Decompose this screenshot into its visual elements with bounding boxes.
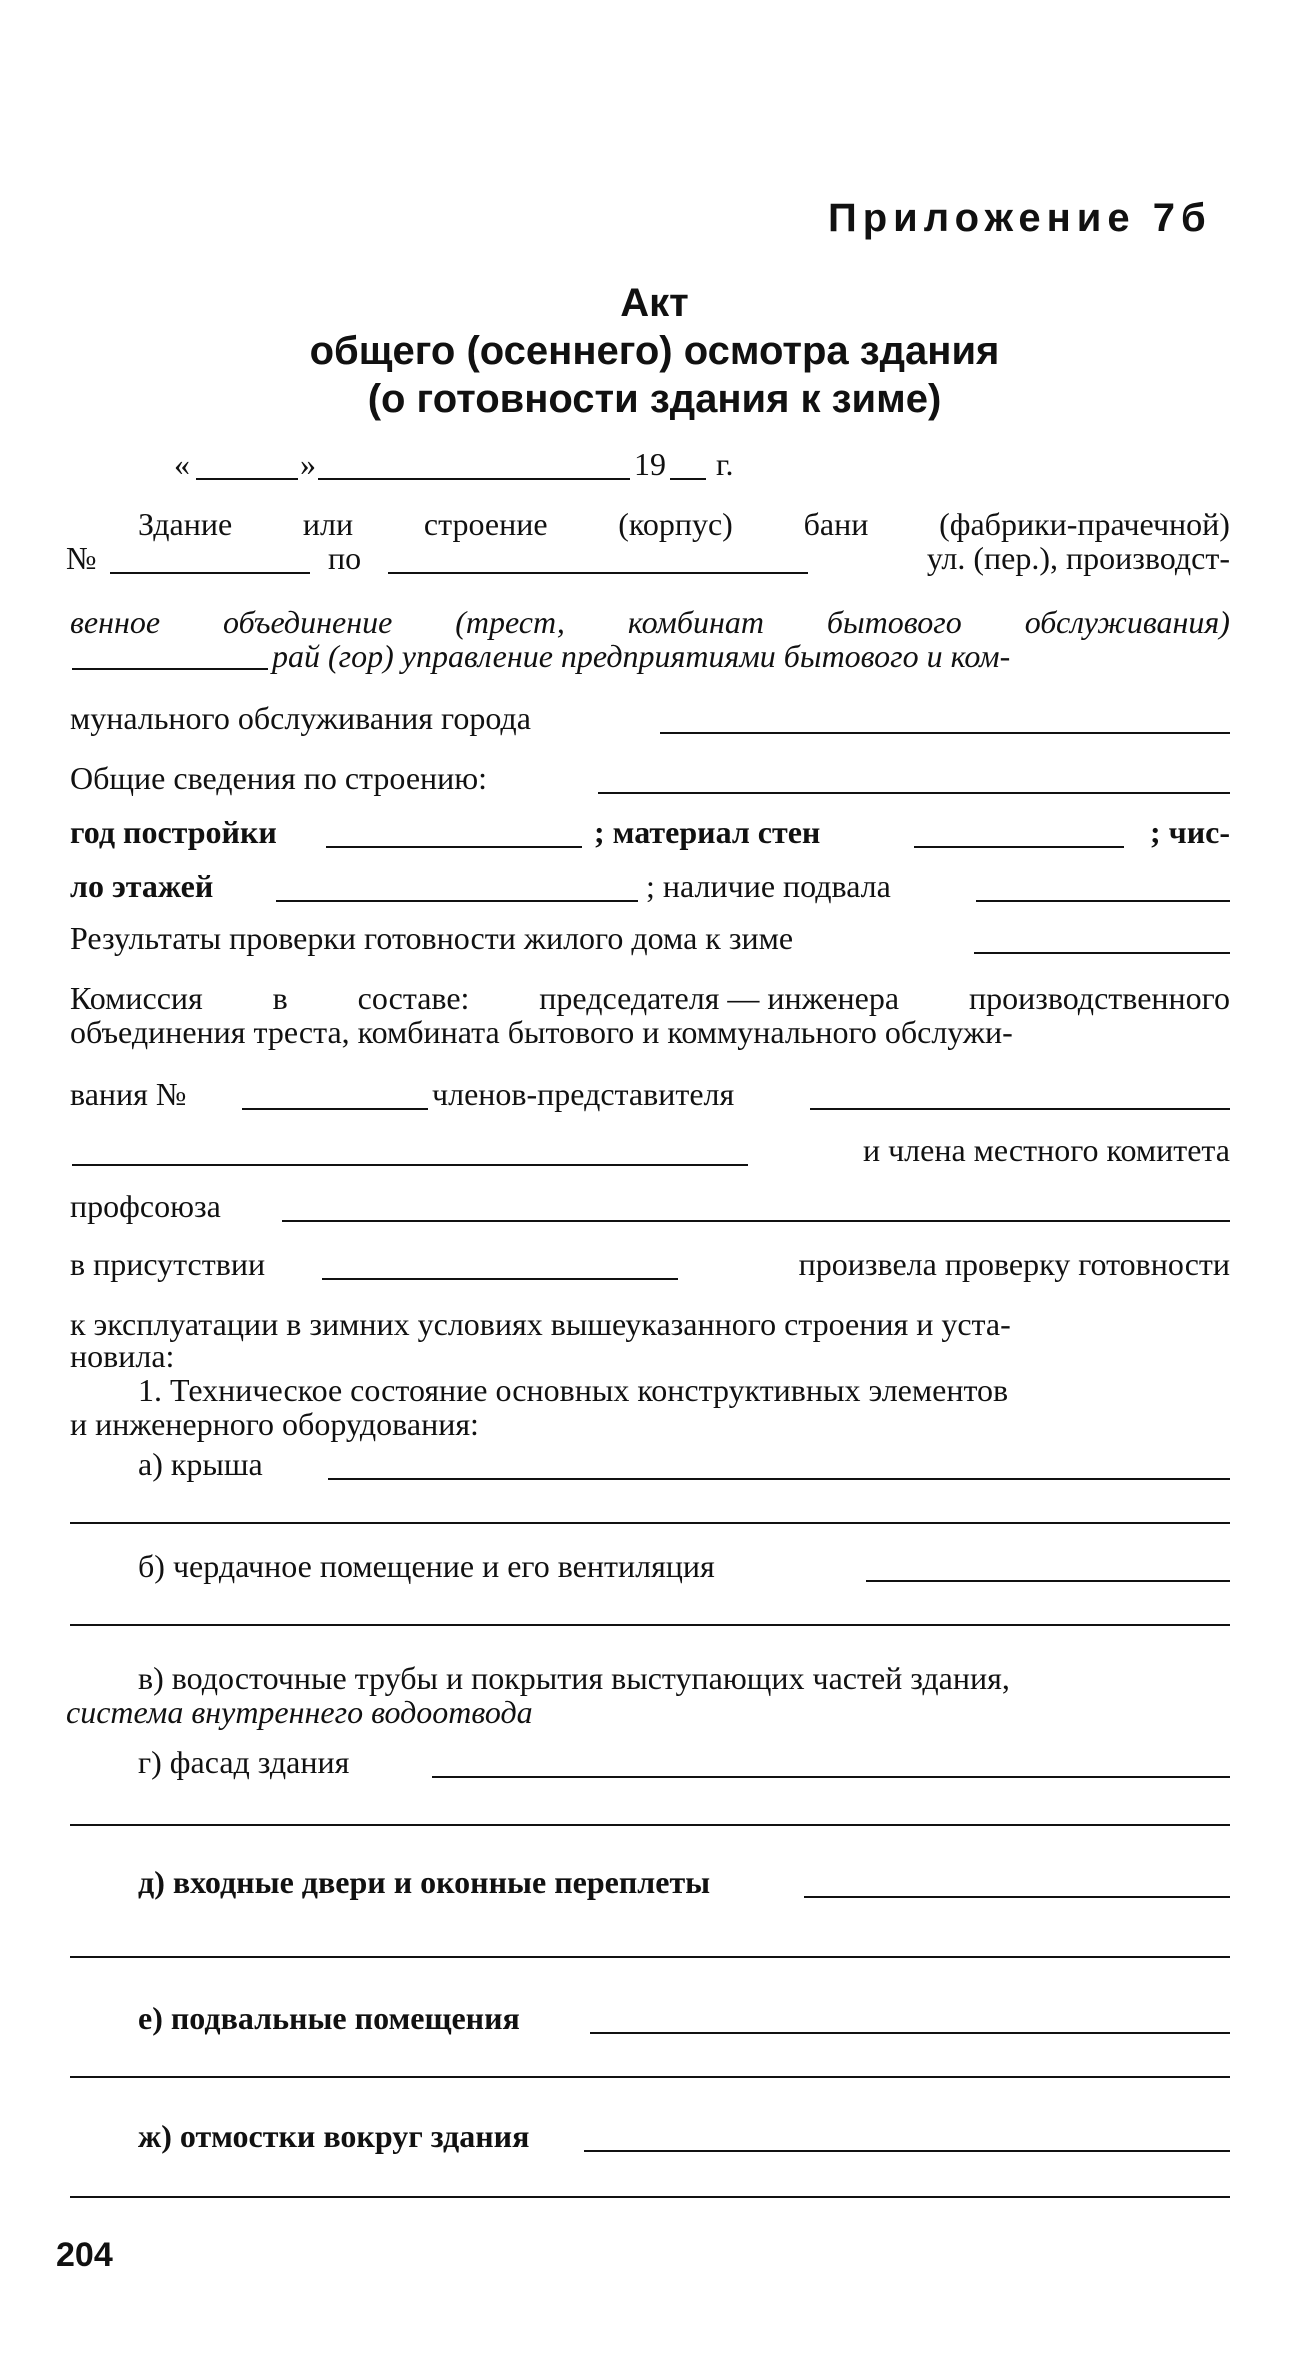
- local-committee-label: и члена местного комитета: [862, 1132, 1230, 1168]
- district-blank: [72, 668, 268, 670]
- word: обслуживания): [1024, 604, 1230, 640]
- item-basement-blank: [590, 2032, 1230, 2034]
- item-doors-blank-2: [70, 1956, 1230, 1958]
- wall-material-label: ; материал стен: [594, 814, 821, 850]
- union-blank: [282, 1220, 1230, 1222]
- item-drainage-label-2: система внутреннего водоотвода: [66, 1694, 533, 1730]
- floors-label-2: ло этажей: [70, 868, 214, 904]
- commission-number-label: вания №: [70, 1076, 187, 1112]
- word: бани: [803, 506, 869, 542]
- item-drainage-label-1: в) водосточные трубы и покрытия выступающих частей здания,: [138, 1660, 1010, 1696]
- floors-blank: [276, 900, 638, 902]
- basement-blank: [976, 900, 1230, 902]
- item-doors-label: д) входные двери и оконные переплеты: [138, 1864, 711, 1900]
- po-label: по: [328, 540, 362, 576]
- presence-blank: [322, 1278, 678, 1280]
- word: бытового: [826, 604, 962, 640]
- year-blank: [670, 478, 706, 480]
- street-blank: [388, 572, 808, 574]
- basement-label: ; наличие подвала: [646, 868, 891, 904]
- general-info-blank: [598, 792, 1230, 794]
- city-blank: [660, 732, 1230, 734]
- item-roof-blank-2: [70, 1522, 1230, 1524]
- item-doors-blank: [804, 1896, 1230, 1898]
- word: председателя — инженера: [539, 980, 900, 1016]
- member-names-blank: [72, 1164, 748, 1166]
- date-open-quote: «: [174, 446, 190, 482]
- item-facade-blank-2: [70, 1824, 1230, 1826]
- document-title: Акт: [620, 281, 689, 325]
- word: объединение: [223, 604, 393, 640]
- item-facade-label: г) фасад здания: [138, 1744, 350, 1780]
- presence-label: в присутствии: [70, 1246, 266, 1282]
- word: в: [272, 980, 288, 1016]
- appendix-label: Приложение 7б: [828, 196, 1212, 240]
- operation-line-2: новила:: [70, 1338, 175, 1374]
- word: производственного: [968, 980, 1230, 1016]
- number-sign: №: [66, 540, 97, 576]
- word: венное: [70, 604, 161, 640]
- word: или: [302, 506, 354, 542]
- commission-line-1: [70, 980, 1230, 1016]
- item-roof-blank: [328, 1478, 1230, 1480]
- city-label: мунального обслуживания города: [70, 700, 531, 736]
- technical-state-line-1: 1. Техническое состояние основных конструктивных элементов: [138, 1372, 1009, 1408]
- item-attic-blank: [866, 1580, 1230, 1582]
- word: Здание: [138, 506, 233, 542]
- intro-line-4: рай (гор) управление предприятиями бытового и ком-: [272, 638, 1011, 674]
- intro-line-1: [138, 506, 1230, 542]
- word: (корпус): [618, 506, 733, 542]
- technical-state-line-2: и инженерного оборудования:: [70, 1406, 479, 1442]
- item-attic-label: б) чердачное помещение и его вентиляция: [138, 1548, 715, 1584]
- page-number: 204: [56, 2236, 113, 2274]
- word: строение: [423, 506, 548, 542]
- general-info-label: Общие сведения по строению:: [70, 760, 488, 796]
- members-blank: [810, 1108, 1230, 1110]
- item-basement-blank-2: [70, 2076, 1230, 2078]
- word: комбинат: [627, 604, 764, 640]
- item-attic-blank-2: [70, 1624, 1230, 1626]
- results-label: Результаты проверки готовности жилого дома к зиме: [70, 920, 794, 956]
- results-blank: [974, 952, 1230, 954]
- year-built-label: год постройки: [70, 814, 277, 850]
- item-blind-area-label: ж) отмостки вокруг здания: [138, 2118, 530, 2154]
- union-label: профсоюза: [70, 1188, 221, 1224]
- street-label: ул. (пер.), производст-: [926, 540, 1230, 576]
- word: (фабрики-прачечной): [939, 506, 1230, 542]
- word: (трест,: [455, 604, 565, 640]
- floors-label-1: ; чис-: [1150, 814, 1230, 850]
- year-prefix: 19: [634, 446, 666, 482]
- checked-label: произвела проверку готовности: [798, 1246, 1230, 1282]
- document-subtitle: общего (осеннего) осмотра здания: [309, 329, 1000, 373]
- wall-material-blank: [914, 846, 1124, 848]
- operation-line-1: к эксплуатации в зимних условиях вышеуказанного строения и уста-: [70, 1306, 1011, 1342]
- item-facade-blank: [432, 1776, 1230, 1778]
- commission-number-blank: [242, 1108, 428, 1110]
- date-close-quote: »: [300, 446, 316, 482]
- item-roof-label: а) крыша: [138, 1446, 263, 1482]
- day-blank: [196, 478, 298, 480]
- year-built-blank: [326, 846, 582, 848]
- item-blind-area-blank-2: [70, 2196, 1230, 2198]
- word: Комиссия: [70, 980, 203, 1016]
- members-label: членов-представителя: [432, 1076, 735, 1112]
- document-subtitle-2: (о готовности здания к зиме): [367, 377, 942, 421]
- building-number-blank: [110, 572, 310, 574]
- month-blank: [318, 478, 630, 480]
- word: составе:: [357, 980, 470, 1016]
- intro-line-3: [70, 604, 1230, 640]
- year-suffix: г.: [716, 446, 734, 482]
- item-basement-label: е) подвальные помещения: [138, 2000, 520, 2036]
- commission-line-2: объединения треста, комбината бытового и коммунального обслужи-: [70, 1014, 1013, 1050]
- item-blind-area-blank: [584, 2150, 1230, 2152]
